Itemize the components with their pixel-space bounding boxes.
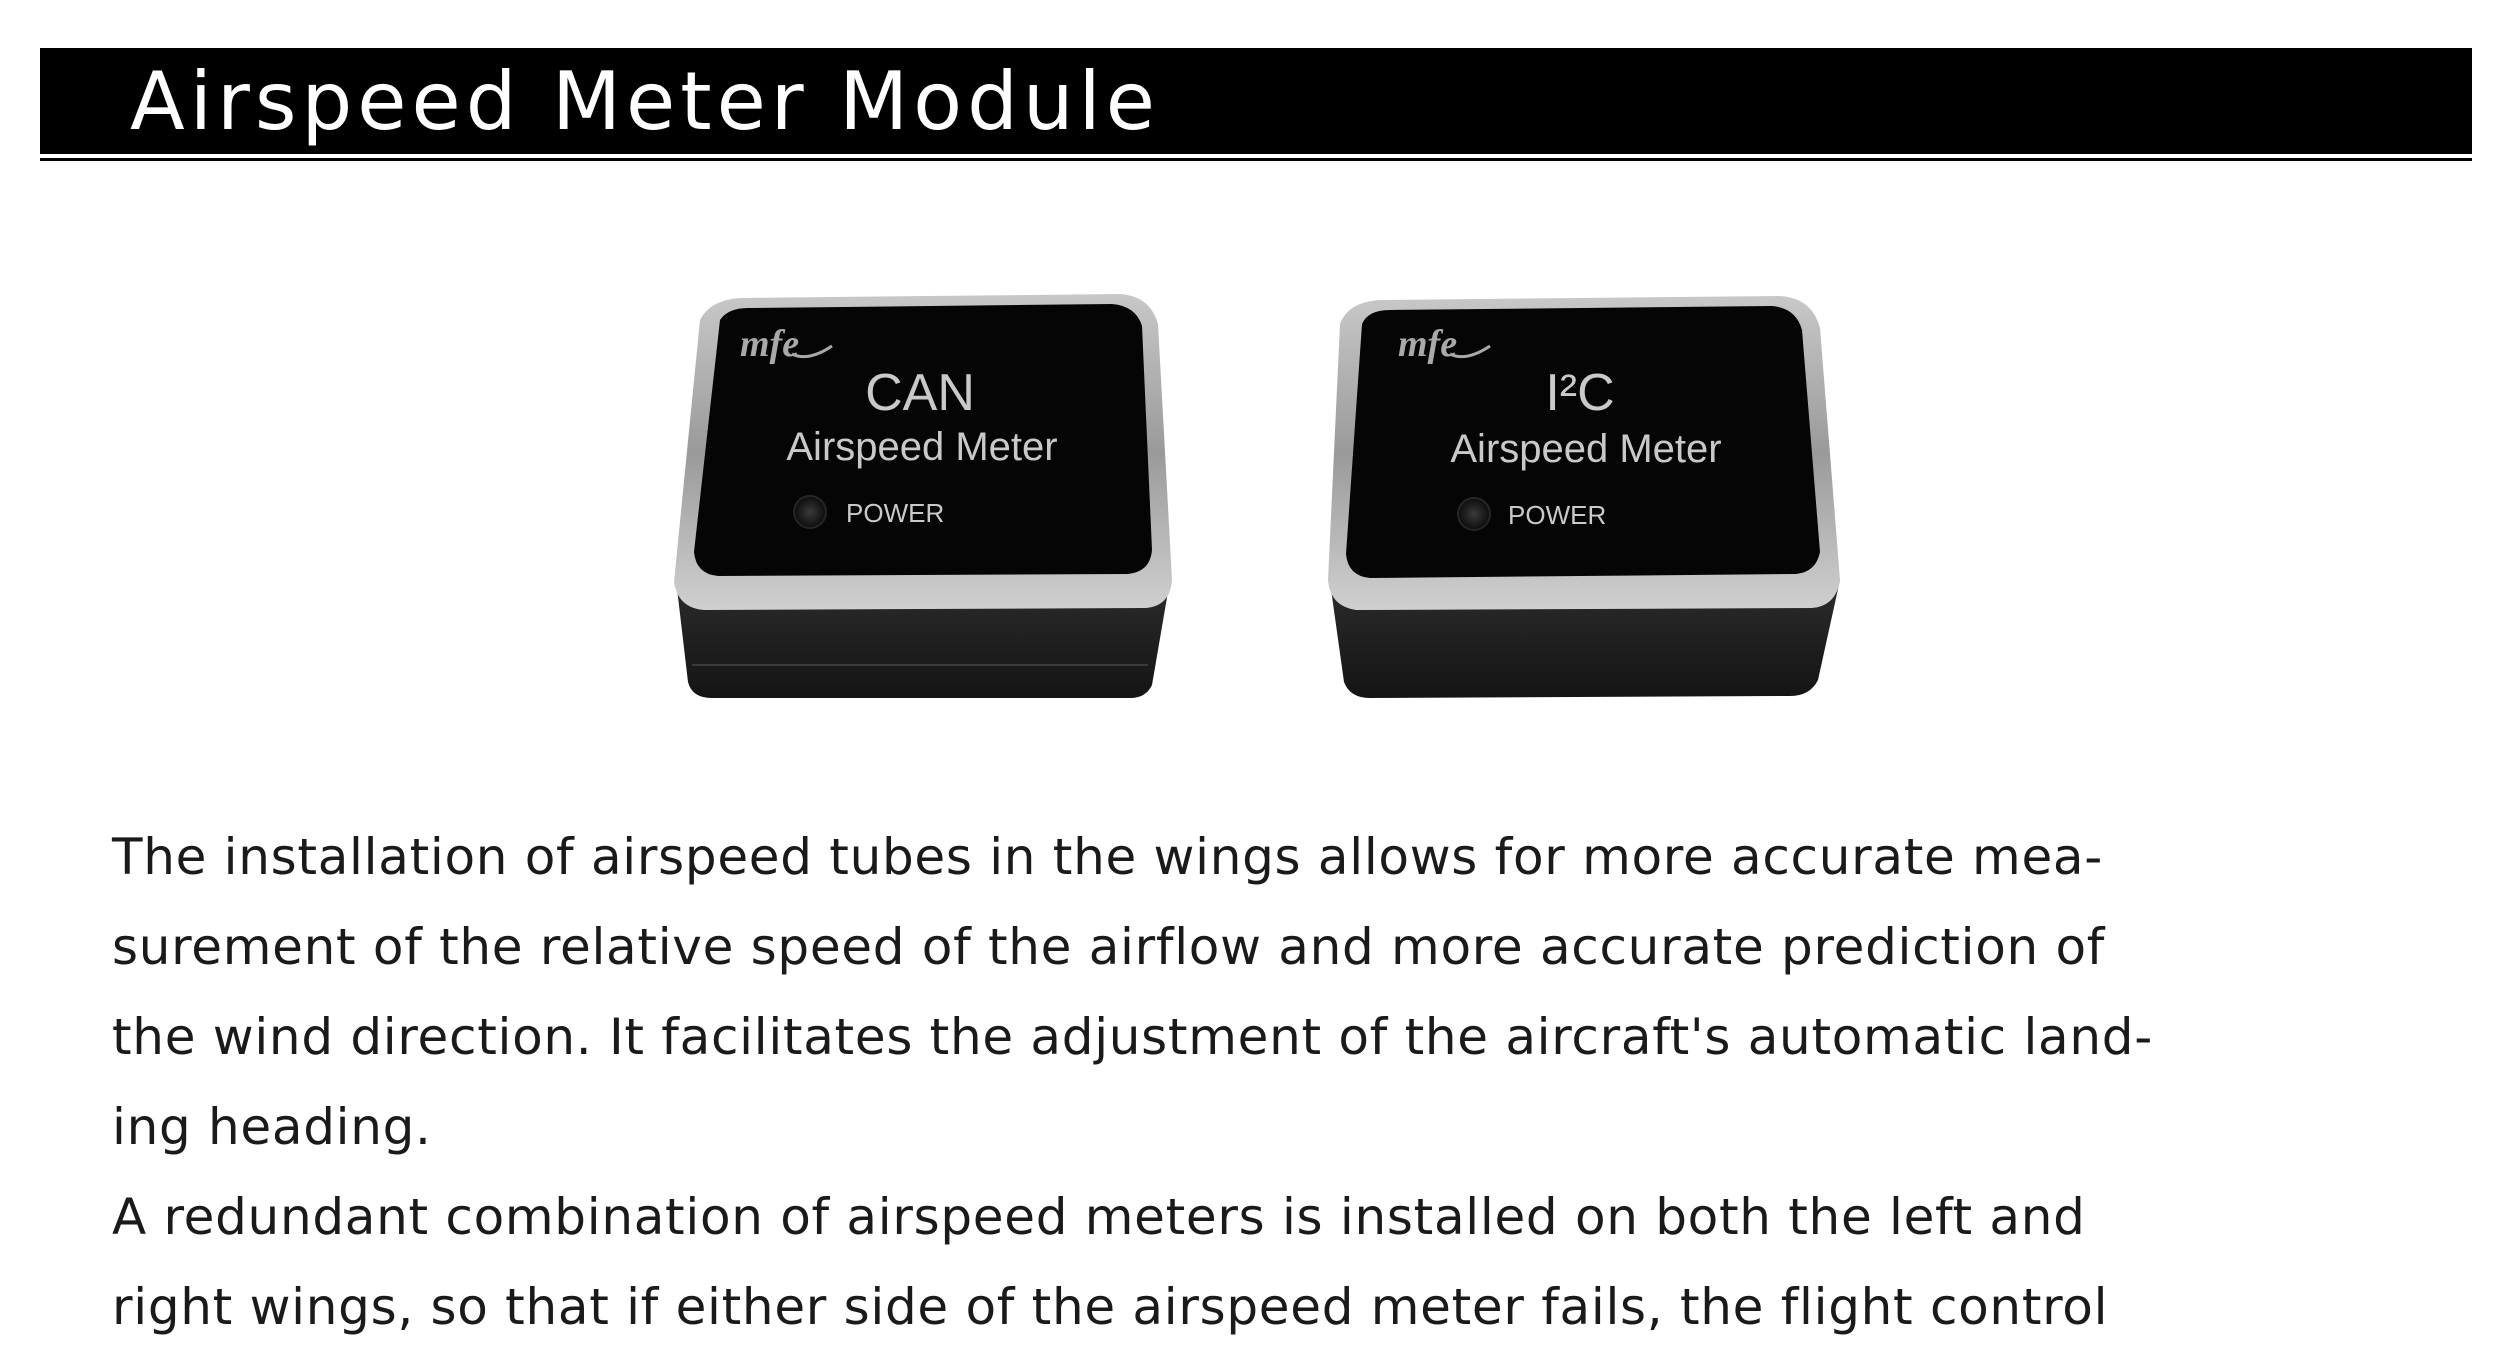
can-module-name: Airspeed Meter: [786, 425, 1058, 469]
can-power-label: POWER: [846, 498, 945, 528]
can-airspeed-module: [674, 294, 1172, 698]
i2c-module-name: Airspeed Meter: [1450, 427, 1722, 471]
description-line: right wings, so that if either side of the airspeed meter fails, the flight control: [112, 1278, 2109, 1336]
description-line: surement of the relative speed of the airflow and more accurate prediction of: [112, 918, 2106, 976]
section-title: Airspeed Meter Module: [130, 55, 1160, 148]
description-line: ing heading.: [112, 1098, 432, 1156]
section-header-bar: [40, 48, 2472, 154]
i2c-airspeed-module: [1328, 296, 1840, 698]
i2c-protocol-label: I²C: [1545, 364, 1615, 422]
can-protocol-label: CAN: [865, 364, 975, 422]
description-line: the wind direction. It facilitates the adjustment of the aircraft's automatic land-: [112, 1008, 2153, 1066]
header-underline: [40, 158, 2472, 161]
can-brand-logo: mfe: [740, 323, 800, 365]
description-line: A redundant combination of airspeed meters is installed on both the left and: [112, 1188, 2086, 1246]
can-power-led: [794, 496, 826, 528]
product-description: [112, 812, 2432, 1352]
description-line: The installation of airspeed tubes in the wings allows for more accurate mea-: [112, 828, 2104, 886]
product-photo: [640, 280, 1880, 720]
i2c-brand-logo: mfe: [1398, 323, 1458, 365]
i2c-power-label: POWER: [1508, 500, 1607, 530]
i2c-power-led: [1458, 498, 1490, 530]
